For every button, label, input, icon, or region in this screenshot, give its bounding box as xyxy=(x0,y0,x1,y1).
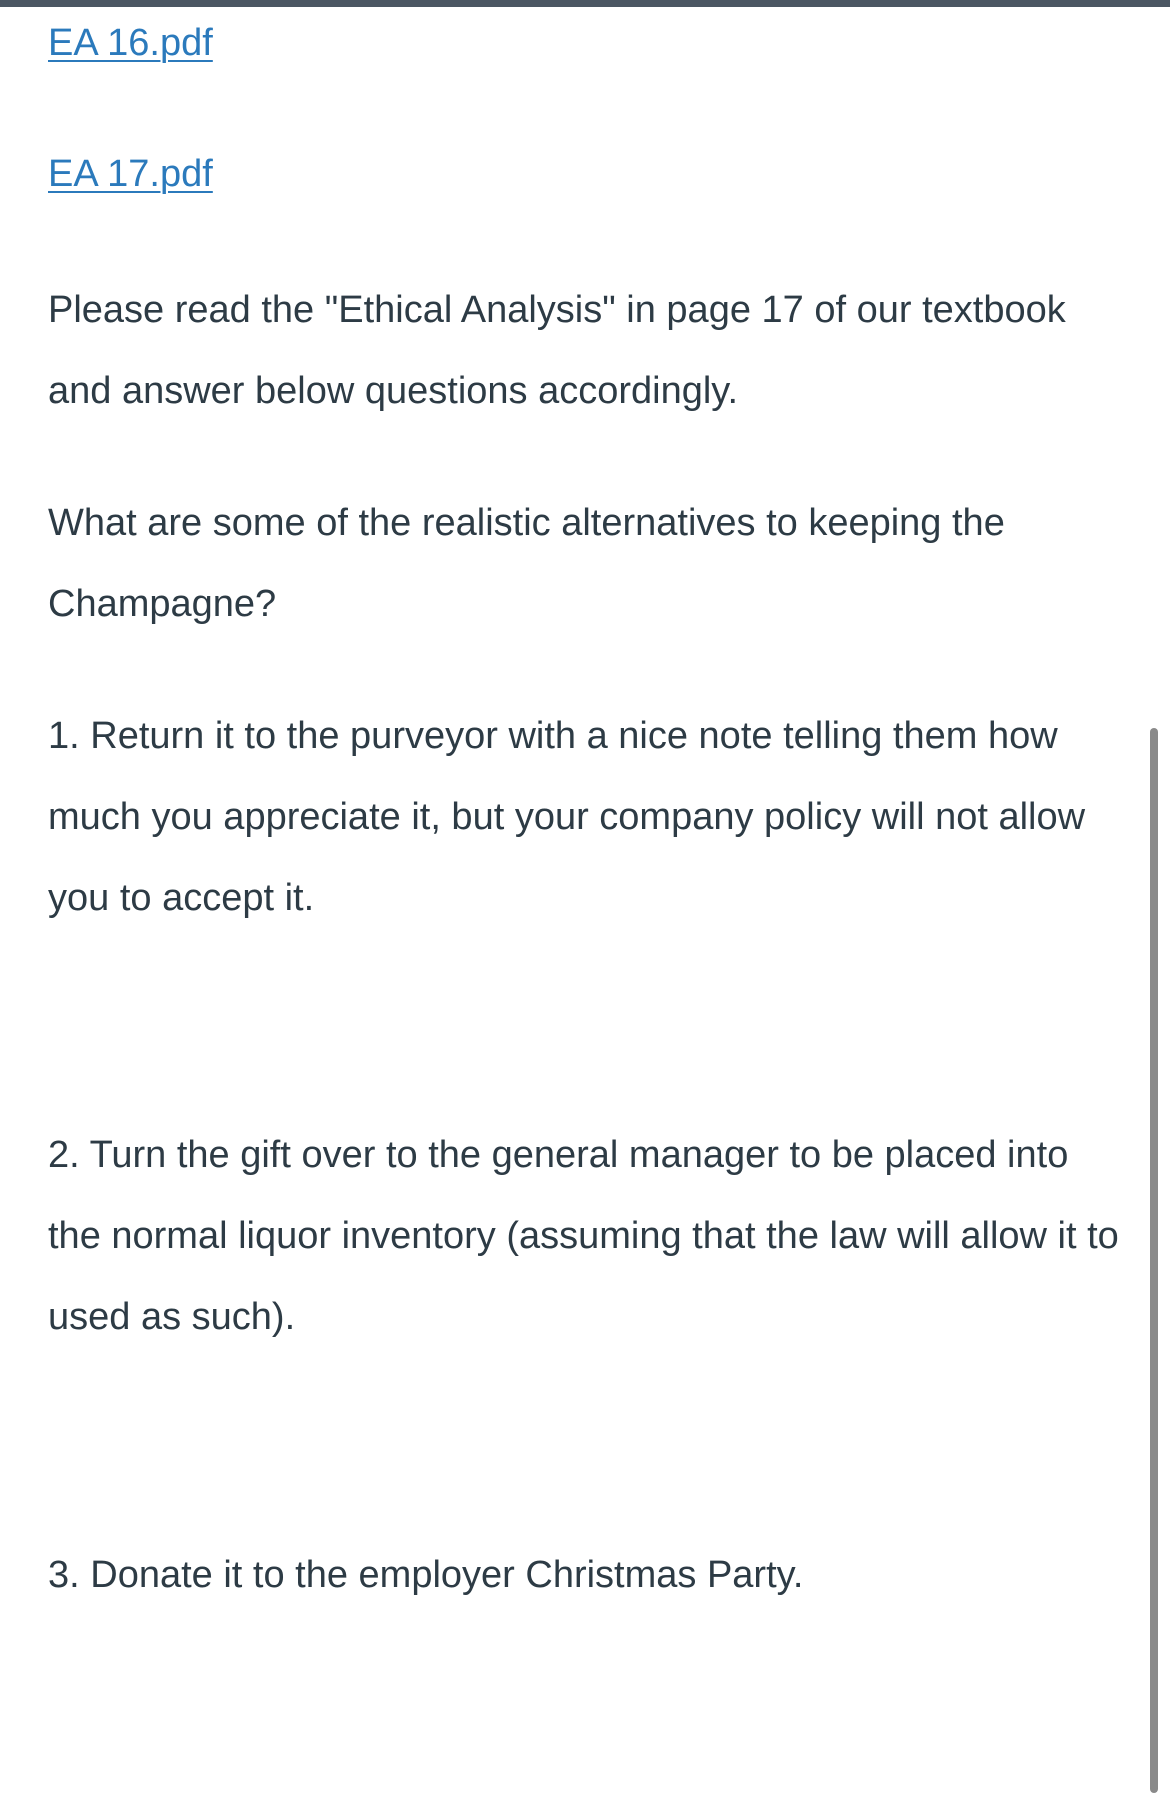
vertical-scrollbar[interactable] xyxy=(1150,728,1158,1793)
answer-1: 1. Return it to the purveyor with a nice note telling them how much you appreciate it, but your company policy will not allow you to accept it. xyxy=(48,715,1086,919)
attachment-link-ea17[interactable]: EA 17.pdf xyxy=(48,153,213,195)
top-bar xyxy=(0,0,1170,7)
instructions-text: Please read the "Ethical Analysis" in page 17 of our textbook and answer below questions accordingly. xyxy=(48,289,1066,412)
scrollbar-thumb[interactable] xyxy=(1150,728,1158,1793)
answer-3: 3. Donate it to the employer Christmas Party. xyxy=(48,1554,804,1596)
question-text: What are some of the realistic alternatives to keeping the Champagne? xyxy=(48,502,1005,625)
answer-2: 2. Turn the gift over to the general manager to be placed into the normal liquor inventory (assuming that the law will allow it to used as such). xyxy=(48,1134,1119,1338)
attachment-link-ea16[interactable]: EA 16.pdf xyxy=(48,22,213,64)
